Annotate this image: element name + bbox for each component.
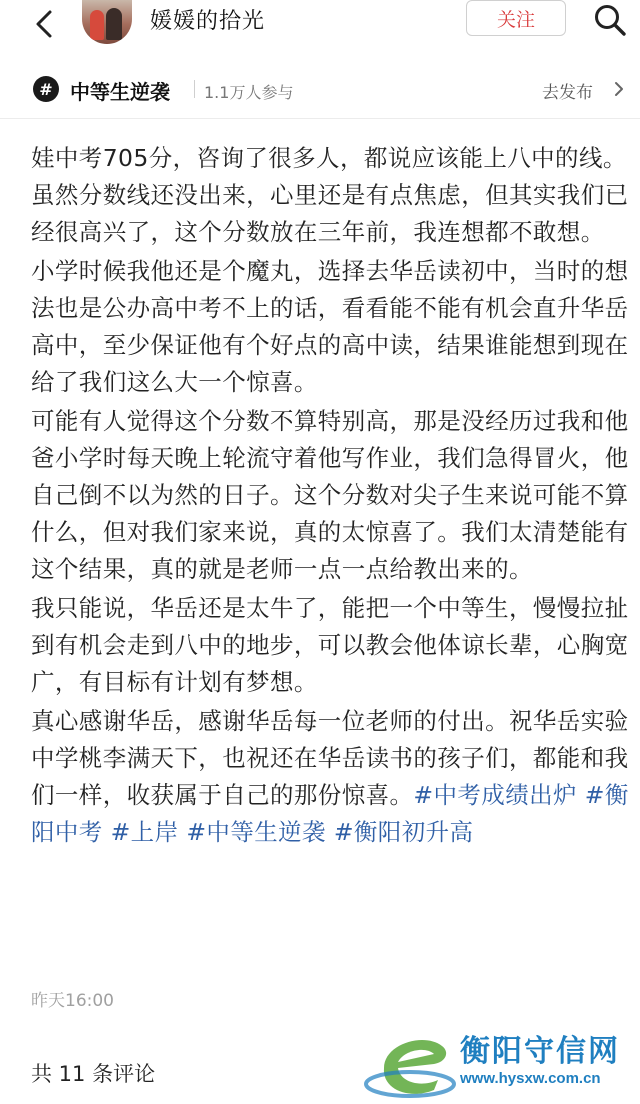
participant-count: 1.1万人参与 (204, 83, 294, 102)
watermark (360, 1010, 640, 1104)
watermark-title: 衡阳守信网 (460, 1034, 620, 1069)
top-bar (0, 0, 640, 50)
separator (0, 118, 640, 119)
post-paragraph-last (31, 703, 629, 851)
search-icon[interactable] (590, 2, 630, 38)
post-paragraph: 小学时候我他还是个魔丸，选择去华岳读初中，当时的想法也是公办高中考不上的话，看看能不能有机会直升华岳高中，至少保证他有个好点的高中读，结果谁能想到现在给了我们这么大一个惊喜。 (31, 257, 629, 396)
hashtag-link[interactable]: #中等生逆袭 (186, 818, 326, 846)
watermark-logo-icon (364, 1024, 460, 1102)
hashtag-link[interactable]: #中考成绩出炉 (413, 781, 577, 809)
divider (194, 80, 195, 98)
post-body (31, 140, 629, 853)
hashtag-icon: # (33, 76, 59, 102)
chevron-right-icon[interactable] (612, 80, 626, 98)
watermark-url: www.hysxw.com.cn (460, 1070, 601, 1087)
topic-bar[interactable] (0, 66, 640, 110)
hashtag-link[interactable]: #上岸 (110, 818, 179, 846)
post-paragraph: 娃中考705分，咨询了很多人，都说应该能上八中的线。虽然分数线还没出来，心里还是有点焦虑，但其实我们已经很高兴了，这个分数放在三年前，我连想都不敢想。 (31, 144, 629, 246)
publish-link[interactable]: 去发布 (542, 83, 593, 103)
username[interactable]: 媛媛的拾光 (150, 9, 266, 34)
avatar[interactable] (82, 0, 132, 44)
topic-name[interactable]: 中等生逆袭 (70, 80, 170, 104)
follow-button[interactable]: 关注 (466, 0, 566, 36)
post-paragraph: 可能有人觉得这个分数不算特别高，那是没经历过我和他爸小学时每天晚上轮流守着他写作业，我们急得冒火，他自己倒不以为然的日子。这个分数对尖子生来说可能不算什么，但对我们家来说，真的太惊喜了。我们太清楚能有这个结果，真的就是老师一点一点给教出来的。 (31, 407, 629, 583)
hashtag-link[interactable]: #衡阳中考 (31, 781, 629, 846)
post-timestamp: 昨天16:00 (31, 991, 114, 1011)
comment-count: 共 11 条评论 (31, 1062, 156, 1086)
back-arrow-icon[interactable] (26, 6, 62, 42)
post-paragraph-text: 真心感谢华岳，感谢华岳每一位老师的付出。祝华岳实验中学桃李满天下，也祝还在华岳读书的孩子们，都能和我们一样，收获属于自己的那份惊喜。 (31, 707, 629, 809)
hashtag-link[interactable]: #衡阳初升高 (333, 818, 474, 846)
post-paragraph: 我只能说，华岳还是太牛了，能把一个中等生，慢慢拉扯到有机会走到八中的地步，可以教会他体谅长辈，心胸宽广，有目标有计划有梦想。 (31, 594, 629, 696)
